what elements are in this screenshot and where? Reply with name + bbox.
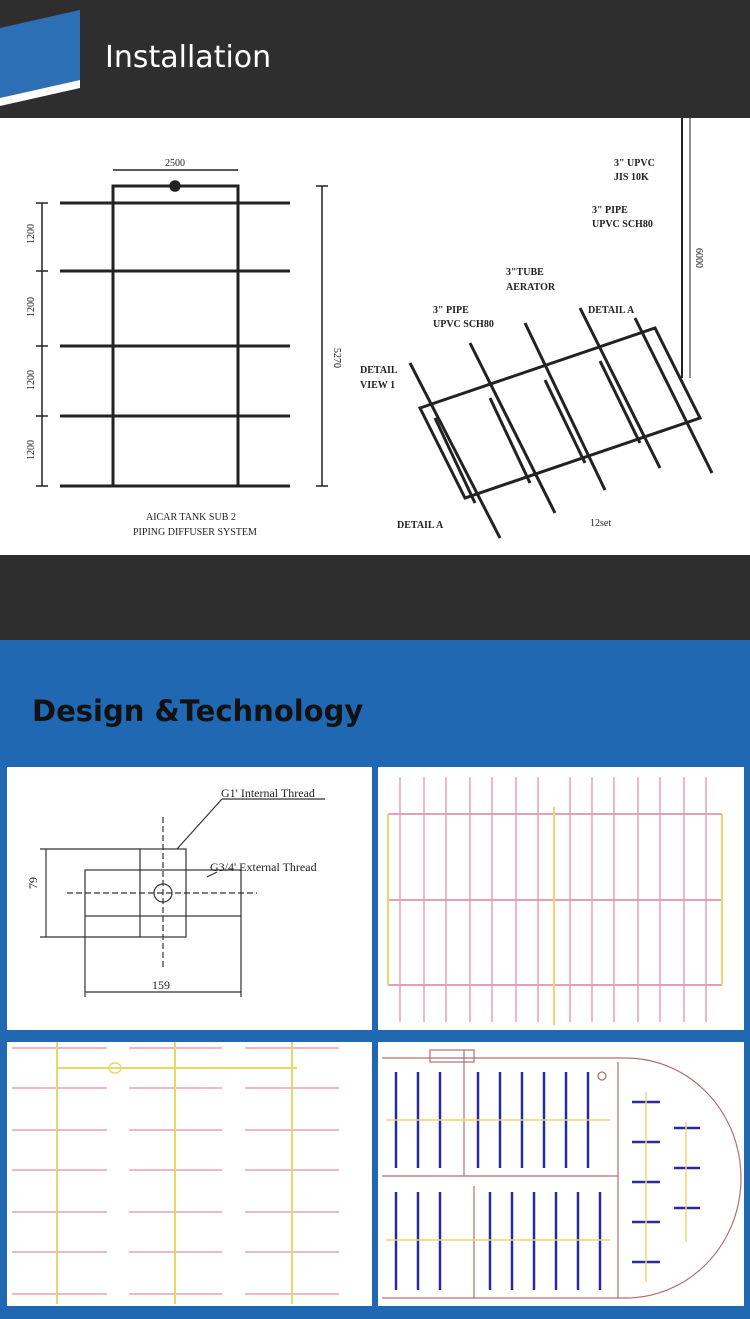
grid-layout-svg-1 bbox=[378, 767, 744, 1030]
piping-diffuser-drawing bbox=[0, 118, 750, 555]
manifold-frame bbox=[113, 186, 238, 486]
label-pipe-left-1: 3" PIPE bbox=[433, 305, 469, 316]
dim-spacing-3: 1200 bbox=[26, 370, 37, 390]
label-detail-a-bottom: DETAIL A bbox=[397, 520, 444, 531]
dim-width: 2500 bbox=[165, 158, 185, 169]
label-pipe-mid-2: UPVC SCH80 bbox=[592, 219, 653, 230]
label-detail-view-2: VIEW 1 bbox=[360, 380, 396, 391]
section-title-design: Design &Technology bbox=[32, 694, 364, 728]
cross-fitting-svg bbox=[7, 767, 372, 1030]
tank-layout-svg bbox=[378, 1042, 744, 1306]
dim-cross-width: 159 bbox=[152, 978, 170, 992]
dim-riser: 6000 bbox=[693, 248, 704, 268]
tank-layout-drawing bbox=[378, 1042, 744, 1306]
label-pipe-left-2: UPVC SCH80 bbox=[433, 319, 494, 330]
dim-cross-height: 79 bbox=[26, 877, 40, 889]
section-badge-icon bbox=[0, 0, 80, 110]
grid-layout-drawing-2 bbox=[7, 1042, 372, 1306]
caption-line1: AICAR TANK SUB 2 bbox=[146, 512, 236, 523]
cross-fitting-drawing bbox=[7, 767, 372, 1030]
label-pipe-top-1: 3" UPVC bbox=[614, 158, 655, 169]
grid-layout-svg-2 bbox=[7, 1042, 372, 1306]
grid-layout-drawing-1 bbox=[378, 767, 744, 1030]
dim-height: 5270 bbox=[331, 348, 342, 368]
label-external-thread: G3/4' External Thread bbox=[210, 860, 317, 874]
label-tube-1: 3"TUBE bbox=[506, 267, 544, 278]
label-tube-2: AERATOR bbox=[506, 282, 556, 293]
label-detail-a-top: DETAIL A bbox=[588, 305, 635, 316]
label-pipe-mid-1: 3" PIPE bbox=[592, 205, 628, 216]
caption-line2: PIPING DIFFUSER SYSTEM bbox=[133, 527, 257, 538]
label-pipe-top-2: JIS 10K bbox=[614, 172, 649, 183]
label-detail-view-1: DETAIL bbox=[360, 365, 398, 376]
dim-spacing-2: 1200 bbox=[26, 297, 37, 317]
section-title-installation: Installation bbox=[105, 40, 272, 75]
dim-spacing-1: 1200 bbox=[26, 224, 37, 244]
label-internal-thread: G1' Internal Thread bbox=[221, 786, 315, 800]
installation-drawing-panel bbox=[0, 118, 750, 555]
dim-spacing-4: 1200 bbox=[26, 440, 37, 460]
label-sets: 12set bbox=[590, 518, 612, 529]
